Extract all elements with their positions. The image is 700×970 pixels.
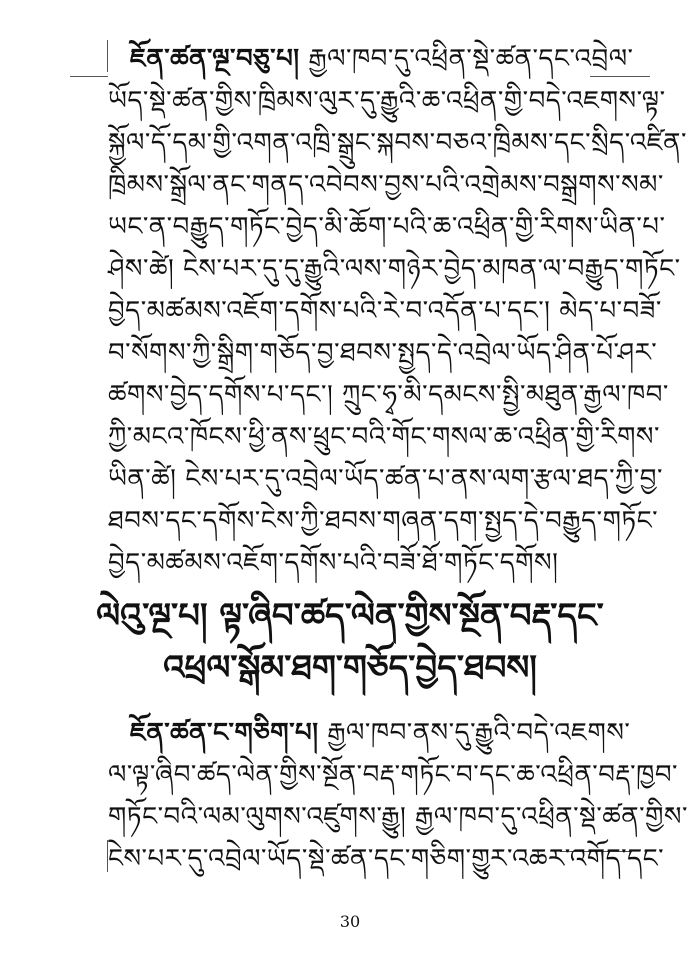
- chapter-heading-line-1: ལེའུ་ལྔ་པ། ལྟ་ཞིབ་ཚད་ལེན་གྱིས་སྔོན་བརྡ་དང་: [96, 596, 604, 636]
- page-number: 30: [339, 912, 361, 931]
- text-line: ལ་ལྟ་ཞིབ་ཚད་ལེན་གྱིས་སྔོན་བརྡ་གཏོང་བ་དང་ཆ་འཕྲིན་བརྡ་ཁྱབ་: [108, 760, 678, 790]
- text-line: སྐྱོལ་དོ་དམ་གྱི་འགན་འཁྲི་སྒྲུང་སྐབས་བཅའ་ཁྲིམས་དང་སྲིད་འཛིན་: [108, 128, 687, 158]
- text-line: ཡོད་སྡེ་ཚན་གྱིས་ཁྲིམས་ལུར་དུ་རྒྱུའི་ཆ་འཕྲིན་གྱི་བདེ་འཇགས་ལྟ་: [108, 86, 666, 116]
- margin-mark-left-h: [70, 76, 108, 77]
- section-two-line-1: [108, 712, 631, 754]
- text-line: ཁྲིམས་སྒྲོལ་ནང་གནད་འབེབས་བྱས་པའི་འགྲེམས་བསྒྲགས་སམ་: [108, 170, 664, 200]
- section-one-body: [108, 38, 687, 584]
- chapter-heading-line-2: འཕྲལ་སྒོམ་ཐག་གཅོད་བྱེད་ཐབས།: [163, 648, 537, 688]
- text-line: བྱེད་མཚམས་འཇོག་དགོས་པའི་བཟོ་ཐོ་གཏོང་དགོས།: [108, 548, 559, 578]
- section-two-body: [108, 712, 688, 880]
- section-one-line-1: [108, 38, 634, 80]
- text-line: ཐབས་དང་དགོས་ངེས་ཀྱི་ཐབས་གཞན་དག་སྤྱད་དེ་བརྒྱུད་གཏོང་: [108, 506, 659, 536]
- text-line: ཡང་ན་བརྒྱུད་གཏོང་བྱེད་མི་ཆོག་པའི་ཆ་འཕྲིན་གྱི་རིགས་ཡིན་པ་: [108, 212, 666, 242]
- chapter-heading: [60, 590, 640, 694]
- section-two-text: རྒྱལ་ཁབ་ནས་དུ་རྒྱུའི་བདེ་འཇགས་: [327, 718, 631, 748]
- text-line: བྱེད་མཚམས་འཇོག་དགོས་པའི་རེ་བ་འདོན་པ་དང་། མེད་པ་བཟོ་: [108, 296, 662, 326]
- section-two-lead: ཇོན་ཚན་ང་གཅིག་པ།: [130, 718, 319, 748]
- text-line: ཚགས་བྱེད་དགོས་པ་དང་། ཀྲུང་ཧྭ་མི་དམངས་སྤྱི་མཐུན་རྒྱལ་ཁབ་: [108, 380, 669, 410]
- section-one-text: རྒྱལ་ཁབ་དུ་འཕྲིན་སྡེ་ཚན་དང་འབྲེལ་: [308, 44, 634, 74]
- text-line: ཤེས་ཚེ། ངེས་པར་དུ་དུ་རྒྱུའི་ལས་གཉེར་བྱེད་མཁན་ལ་བརྒྱུད་གཏོང་: [108, 254, 681, 284]
- text-line: ངེས་པར་དུ་འབྲེལ་ཡོད་སྡེ་ཚན་དང་གཅིག་གྱུར་འཆར་འགོད་དང་: [108, 844, 665, 874]
- text-line: བ་སོགས་ཀྱི་སྒྲིག་གཅོད་བྱ་ཐབས་སྤྱད་དེ་འབྲེལ་ཡོད་ཤིན་པོ་ཤར་: [108, 338, 658, 368]
- text-line: ཀྱི་མངའ་ཁོངས་ཕྱི་ནས་ཕྲུང་བའི་གོང་གསལ་ཆ་འཕྲིན་གྱི་རིགས་: [108, 422, 660, 452]
- section-one-lead: ཇོན་ཚན་ལྔ་བཅུ་པ།: [130, 44, 300, 74]
- text-line: ཡིན་ཚེ། ངེས་པར་དུ་འབྲེལ་ཡོད་ཚན་པ་ནས་ལག་རྩལ་ཐད་ཀྱི་བྱ་: [108, 464, 663, 494]
- text-line: གཏོང་བའི་ལམ་ལུགས་འཛུགས་རྒྱུ། རྒྱལ་ཁབ་དུ་འཕྲིན་སྡེ་ཚན་གྱིས་: [108, 802, 688, 832]
